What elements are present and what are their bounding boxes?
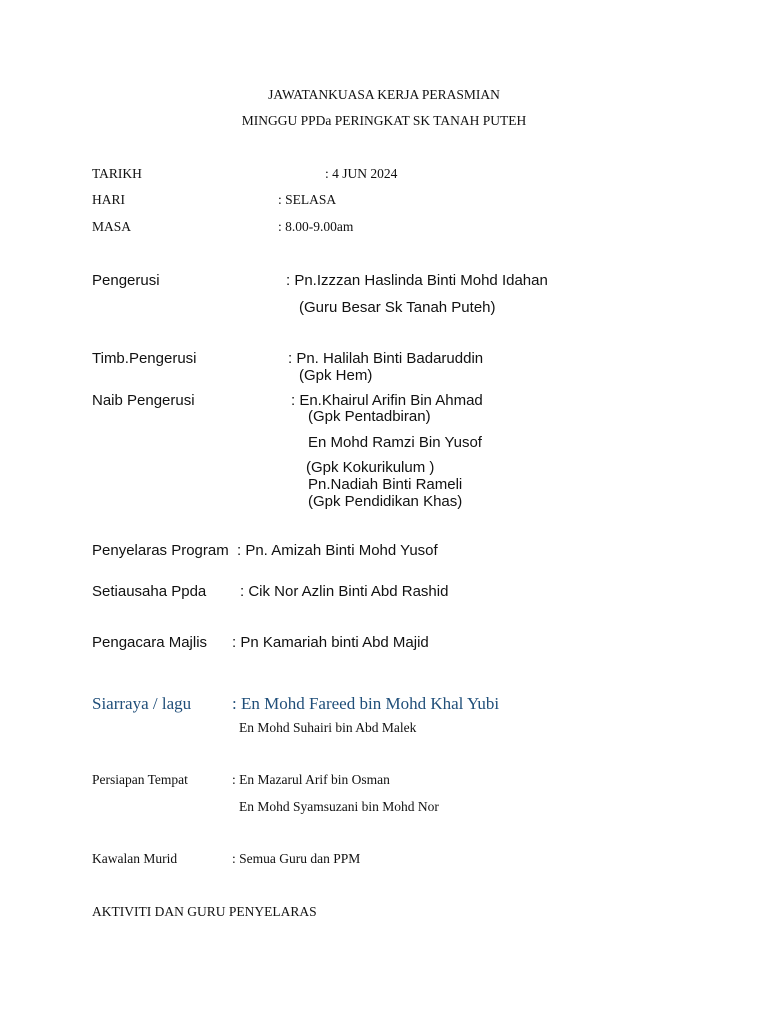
hari-label: HARI <box>92 192 125 207</box>
aktiviti-heading: AKTIVITI DAN GURU PENYELARAS <box>92 904 317 919</box>
siarraya-value-2: En Mohd Suhairi bin Abd Malek <box>239 720 417 735</box>
masa-value: : 8.00-9.00am <box>278 219 354 234</box>
naib-pengerusi-note-2: (Gpk Kokurikulum ) <box>306 459 435 476</box>
persiapan-tempat-label: Persiapan Tempat <box>92 772 188 787</box>
pengerusi-note: (Guru Besar Sk Tanah Puteh) <box>299 299 496 316</box>
tarikh-label: TARIKH <box>92 166 142 181</box>
masa-label: MASA <box>92 219 132 234</box>
pengerusi-label: Pengerusi <box>92 272 160 289</box>
persiapan-tempat-value: : En Mazarul Arif bin Osman <box>232 772 390 787</box>
document-title-line-2: MINGGU PPDa PERINGKAT SK TANAH PUTEH <box>241 113 527 128</box>
pengacara-value: : Pn Kamariah binti Abd Majid <box>232 634 429 651</box>
siarraya-label: Siarraya / lagu <box>92 694 192 713</box>
persiapan-tempat-value-2: En Mohd Syamsuzani bin Mohd Nor <box>239 799 439 814</box>
timb-pengerusi-value: : Pn. Halilah Binti Badaruddin <box>288 350 484 367</box>
kawalan-murid-value: : Semua Guru dan PPM <box>232 851 361 866</box>
naib-pengerusi-label: Naib Pengerusi <box>92 392 195 409</box>
penyelaras-program-value: : Pn. Amizah Binti Mohd Yusof <box>237 542 438 559</box>
pengerusi-value: : Pn.Izzzan Haslinda Binti Mohd Idahan <box>286 272 548 289</box>
timb-pengerusi-note: (Gpk Hem) <box>299 367 373 384</box>
document-title-line-1: JAWATANKUASA KERJA PERASMIAN <box>268 87 500 102</box>
timb-pengerusi-label: Timb.Pengerusi <box>92 350 197 367</box>
naib-pengerusi-name-2: En Mohd Ramzi Bin Yusof <box>308 434 482 451</box>
kawalan-murid-label: Kawalan Murid <box>92 851 178 866</box>
naib-pengerusi-value: : En.Khairul Arifin Bin Ahmad <box>291 392 483 409</box>
setiausaha-label: Setiausaha Ppda <box>92 583 207 600</box>
pengacara-label: Pengacara Majlis <box>92 634 208 651</box>
naib-pengerusi-name-3: Pn.Nadiah Binti Rameli <box>308 476 463 493</box>
penyelaras-program-label: Penyelaras Program <box>92 542 229 559</box>
siarraya-value: : En Mohd Fareed bin Mohd Khal Yubi <box>232 694 500 713</box>
naib-pengerusi-note-3: (Gpk Pendidikan Khas) <box>308 493 463 510</box>
hari-value: : SELASA <box>278 192 337 207</box>
tarikh-value: : 4 JUN 2024 <box>325 166 398 181</box>
naib-pengerusi-note-1: (Gpk Pentadbiran) <box>308 408 431 425</box>
setiausaha-value: : Cik Nor Azlin Binti Abd Rashid <box>240 583 449 600</box>
